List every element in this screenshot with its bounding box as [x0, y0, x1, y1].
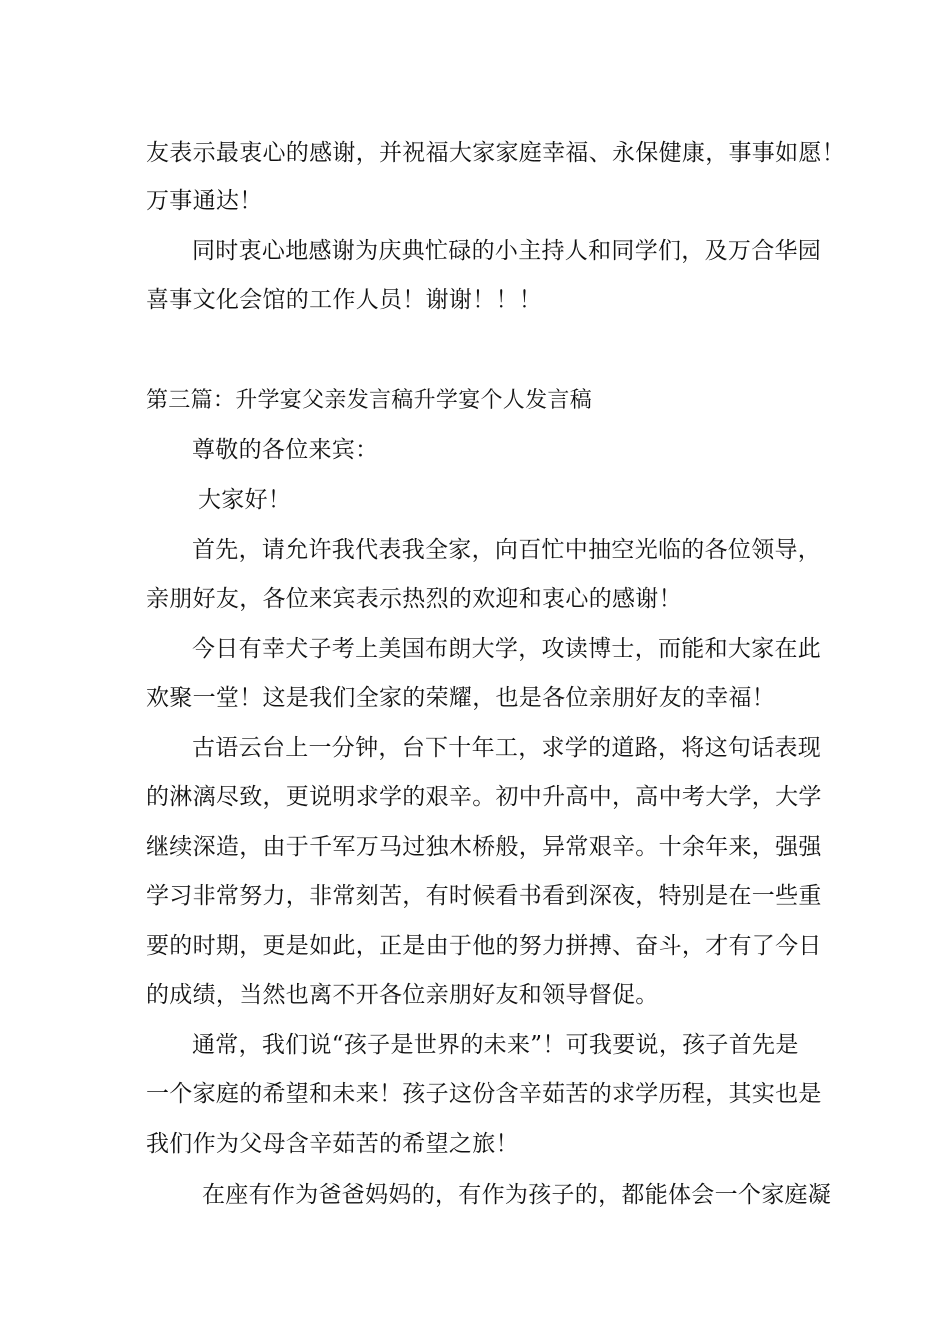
- section-heading: 第三篇：升学宴父亲发言稿升学宴个人发言稿: [146, 388, 593, 413]
- paragraph-start: 今日有幸犬子考上美国布朗大学，攻读博士，而能和大家在此: [192, 636, 822, 662]
- greeting: 大家好！: [198, 487, 292, 513]
- text-line: 友表示最衷心的感谢，并祝福大家家庭幸福、永保健康，事事如愿！: [146, 140, 845, 166]
- text-line: 喜事文化会馆的工作人员！谢谢！！！: [146, 287, 543, 313]
- paragraph-start: 同时衷心地感谢为庆典忙碌的小主持人和同学们，及万合华园: [192, 238, 822, 264]
- paragraph-start: 古语云台上一分钟，台下十年工，求学的道路，将这句话表现: [192, 735, 822, 761]
- text-line: 的淋漓尽致，更说明求学的艰辛。初中升高中，高中考大学，大学: [146, 784, 822, 810]
- salutation: 尊敬的各位来宾：: [192, 437, 379, 463]
- text-line: 万事通达！: [146, 188, 263, 214]
- text-line: 亲朋好友，各位来宾表示热烈的欢迎和衷心的感谢！: [146, 586, 682, 612]
- text-line: 的成绩，当然也离不开各位亲朋好友和领导督促。: [146, 982, 659, 1008]
- text-line: 欢聚一堂！这是我们全家的荣耀，也是各位亲朋好友的幸福！: [146, 685, 776, 711]
- paragraph-start: 首先，请允许我代表我全家，向百忙中抽空光临的各位领导，: [192, 537, 822, 563]
- text-line: 学习非常努力，非常刻苦，有时候看书看到深夜，特别是在一些重: [146, 883, 822, 909]
- text-line: 要的时期，更是如此，正是由于他的努力拼搏、奋斗，才有了今日: [146, 933, 822, 959]
- text-line: 一个家庭的希望和未来！孩子这份含辛茹苦的求学历程，其实也是: [146, 1081, 822, 1107]
- paragraph-start: 通常，我们说“孩子是世界的未来”！可我要说，孩子首先是: [192, 1032, 799, 1058]
- text-line: 我们作为父母含辛茹苦的希望之旅！: [146, 1131, 519, 1157]
- paragraph-start: 在座有作为爸爸妈妈的，有作为孩子的，都能体会一个家庭凝: [202, 1182, 832, 1208]
- text-line: 继续深造，由于千军万马过独木桥般，异常艰辛。十余年来，强强: [146, 834, 822, 860]
